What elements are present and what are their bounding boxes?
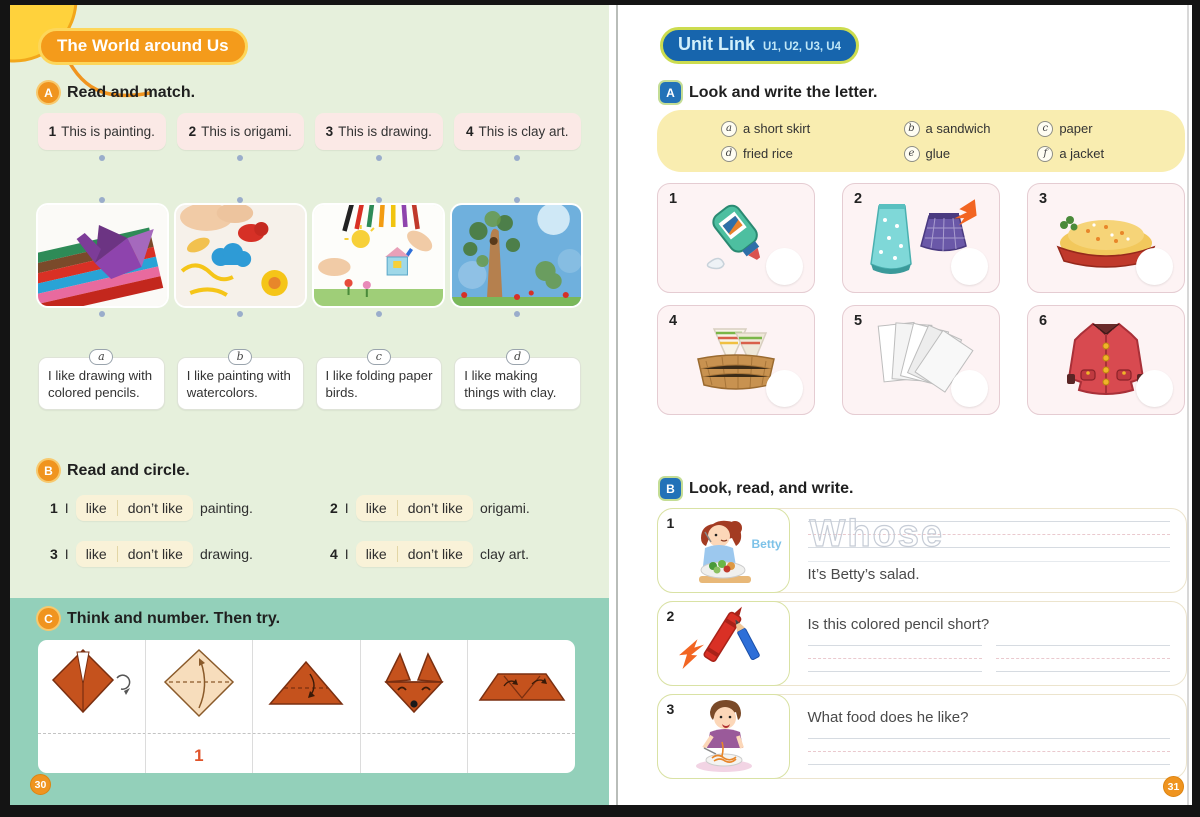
word-bank-item-d bbox=[721, 146, 904, 162]
answer-write-circle bbox=[766, 370, 803, 407]
choice-pill bbox=[356, 495, 473, 521]
sentence-number: 3 bbox=[325, 124, 334, 139]
match-sentence-1 bbox=[38, 113, 166, 150]
choice-pill bbox=[76, 495, 193, 521]
match-dots-above-photos bbox=[38, 197, 581, 203]
answer-box-c bbox=[316, 349, 443, 410]
photo-child-drawing bbox=[314, 205, 443, 306]
write-area-2 bbox=[790, 602, 1187, 685]
answer-letter-badge: a bbox=[89, 349, 113, 365]
section-b-heading: Read and circle. bbox=[67, 461, 190, 479]
caption-sentence: It’s Betty’s salad. bbox=[807, 566, 920, 583]
match-sentences bbox=[38, 113, 581, 150]
answer-box-a bbox=[38, 349, 165, 410]
fox-step-triangle bbox=[253, 640, 361, 773]
origami-steps-strip bbox=[38, 640, 575, 773]
page-title: The World around Us bbox=[38, 28, 248, 65]
section-b-right-header bbox=[660, 478, 853, 499]
bank-text: a jacket bbox=[1059, 146, 1105, 161]
word-bank-item-c bbox=[1037, 121, 1159, 137]
card-number: 4 bbox=[669, 313, 678, 329]
bank-letter: f bbox=[1037, 146, 1053, 162]
sentence-text: This is painting. bbox=[61, 124, 155, 139]
option-like: like bbox=[85, 546, 107, 562]
card-short-skirt bbox=[842, 183, 1000, 293]
option-like: like bbox=[365, 500, 387, 516]
item-number: 1 bbox=[50, 500, 58, 516]
fox-step-face bbox=[361, 640, 469, 773]
photo-clay-shapes bbox=[176, 205, 305, 306]
fox-step-diamond bbox=[146, 640, 254, 773]
answer-write-circle bbox=[1136, 248, 1173, 285]
write-item-1 bbox=[657, 508, 1187, 593]
item-number: 2 bbox=[330, 500, 338, 516]
section-a-icon: A bbox=[38, 82, 59, 103]
page-gutter bbox=[609, 5, 625, 805]
write-item-3 bbox=[657, 694, 1187, 779]
card-number: 1 bbox=[669, 191, 678, 207]
photo-origami-crane bbox=[38, 205, 167, 306]
answer-text: I like painting with watercolors. bbox=[186, 368, 291, 401]
bank-text: fried rice bbox=[743, 146, 793, 161]
page-number-left: 30 bbox=[30, 774, 51, 795]
sentence-number: 2 bbox=[188, 124, 197, 139]
section-a-right-header bbox=[660, 82, 877, 103]
item-number: 4 bbox=[330, 546, 338, 562]
item-number: 3 bbox=[50, 546, 58, 562]
section-b-heading: Look, read, and write. bbox=[689, 479, 854, 497]
choice-pill bbox=[76, 541, 193, 567]
answer-letter-badge: c bbox=[367, 349, 391, 365]
circle-item-2 bbox=[330, 495, 530, 521]
answer-box-d bbox=[454, 349, 581, 410]
section-a-heading: Look and write the letter. bbox=[689, 83, 878, 101]
answer-box-b bbox=[177, 349, 304, 410]
item-pre: I bbox=[344, 546, 349, 562]
write-area-3 bbox=[790, 695, 1187, 778]
option-dont-like: don’t like bbox=[127, 546, 183, 562]
handwriting-guide bbox=[808, 645, 982, 673]
page-left bbox=[10, 5, 609, 805]
bank-letter: c bbox=[1037, 121, 1053, 137]
word-bank-item-a bbox=[721, 121, 904, 137]
unit-link-units: U1, U2, U3, U4 bbox=[763, 41, 841, 53]
arrow-icon bbox=[678, 639, 707, 670]
section-b-icon: B bbox=[38, 460, 59, 481]
card-jacket bbox=[1027, 305, 1185, 415]
write-area-1 bbox=[790, 509, 1187, 592]
handwriting-guide bbox=[996, 645, 1170, 673]
card-number: 2 bbox=[854, 191, 863, 207]
step-answer: 1 bbox=[194, 746, 204, 765]
word-bank-item-e bbox=[904, 146, 1038, 162]
section-a-icon: A bbox=[660, 82, 681, 103]
photo-watercolor-tree bbox=[452, 205, 581, 306]
bank-letter: e bbox=[904, 146, 920, 162]
card-number: 6 bbox=[1039, 313, 1048, 329]
card-sandwich bbox=[657, 305, 815, 415]
bank-letter: a bbox=[721, 121, 737, 137]
card-fried-rice bbox=[1027, 183, 1185, 293]
item-number: 1 bbox=[666, 514, 675, 531]
option-like: like bbox=[85, 500, 107, 516]
item-object: origami. bbox=[479, 500, 530, 516]
bank-text: a short skirt bbox=[743, 121, 811, 136]
item-pre: I bbox=[64, 546, 69, 562]
option-dont-like: don’t like bbox=[407, 500, 463, 516]
page-number-right: 31 bbox=[1163, 776, 1184, 797]
handwriting-guide bbox=[808, 738, 1171, 766]
section-b-icon: B bbox=[660, 478, 681, 499]
unit-link-title: Unit Link bbox=[678, 34, 755, 54]
item-number: 2 bbox=[666, 607, 675, 624]
traced-word: Whose bbox=[809, 513, 945, 555]
image-boy-eating-noodles bbox=[657, 694, 790, 779]
bank-text: a sandwich bbox=[925, 121, 991, 136]
match-dots-below-photos bbox=[38, 311, 581, 317]
answer-text: I like folding paper birds. bbox=[325, 368, 433, 401]
handwriting-guide bbox=[808, 513, 1171, 565]
section-b-left-header bbox=[38, 460, 190, 481]
answer-write-circle bbox=[1136, 370, 1173, 407]
answer-letter-badge: d bbox=[506, 349, 530, 365]
write-item-2 bbox=[657, 601, 1187, 686]
bank-letter: d bbox=[721, 146, 737, 162]
bank-text: paper bbox=[1059, 121, 1093, 136]
photo-row bbox=[38, 205, 581, 306]
section-a-heading: Read and match. bbox=[67, 83, 196, 101]
sentence-text: This is drawing. bbox=[338, 124, 432, 139]
word-bank-item-f bbox=[1037, 146, 1159, 162]
sentence-text: This is clay art. bbox=[478, 124, 569, 139]
match-sentence-2 bbox=[177, 113, 305, 150]
circle-item-1 bbox=[50, 495, 253, 521]
item-pre: I bbox=[344, 500, 349, 516]
card-number: 5 bbox=[854, 313, 863, 329]
sentence-text: This is origami. bbox=[201, 124, 292, 139]
sentence-number: 4 bbox=[465, 124, 474, 139]
option-dont-like: don’t like bbox=[127, 500, 183, 516]
page-right bbox=[625, 5, 1192, 805]
fox-step-unfold bbox=[38, 640, 146, 773]
item-object: drawing. bbox=[199, 546, 253, 562]
circle-item-3 bbox=[50, 541, 253, 567]
answer-write-circle bbox=[951, 248, 988, 285]
item-number: 3 bbox=[666, 700, 675, 717]
word-bank-item-b bbox=[904, 121, 1038, 137]
fox-step-trapezoid bbox=[468, 640, 575, 773]
image-name-label: Betty bbox=[751, 536, 782, 551]
match-sentence-3 bbox=[315, 113, 443, 150]
answer-text: I like making things with clay. bbox=[464, 368, 557, 401]
item-pre: I bbox=[64, 500, 69, 516]
sentence-number: 1 bbox=[48, 124, 57, 139]
card-number: 3 bbox=[1039, 191, 1048, 207]
card-glue-bottle bbox=[657, 183, 815, 293]
question-text: What food does he like? bbox=[807, 709, 969, 726]
option-like: like bbox=[365, 546, 387, 562]
unit-link-badge bbox=[660, 27, 859, 64]
picture-cards bbox=[657, 183, 1185, 415]
bank-text: glue bbox=[925, 146, 951, 161]
section-c-header bbox=[38, 608, 280, 629]
answer-text: I like drawing with colored pencils. bbox=[48, 368, 153, 401]
word-bank bbox=[657, 110, 1185, 172]
match-dots-top bbox=[38, 155, 581, 161]
answer-write-circle bbox=[766, 248, 803, 285]
answer-letter-badge: b bbox=[228, 349, 252, 365]
image-girl-eating-salad bbox=[657, 508, 790, 593]
section-a-left-header bbox=[38, 82, 195, 103]
match-answers bbox=[38, 349, 581, 410]
answer-write-circle bbox=[951, 370, 988, 407]
choice-pill bbox=[356, 541, 473, 567]
section-c-heading: Think and number. Then try. bbox=[67, 609, 281, 627]
section-c-band bbox=[10, 598, 609, 805]
image-crayon-and-pencil bbox=[657, 601, 790, 686]
bank-letter: b bbox=[904, 121, 920, 137]
option-dont-like: don’t like bbox=[407, 546, 463, 562]
match-sentence-4 bbox=[454, 113, 582, 150]
item-object: painting. bbox=[199, 500, 253, 516]
card-paper bbox=[842, 305, 1000, 415]
question-text: Is this colored pencil short? bbox=[807, 616, 990, 633]
page-edge-line bbox=[1187, 5, 1189, 805]
item-object: clay art. bbox=[479, 546, 529, 562]
circle-item-4 bbox=[330, 541, 529, 567]
section-c-icon: C bbox=[38, 608, 59, 629]
